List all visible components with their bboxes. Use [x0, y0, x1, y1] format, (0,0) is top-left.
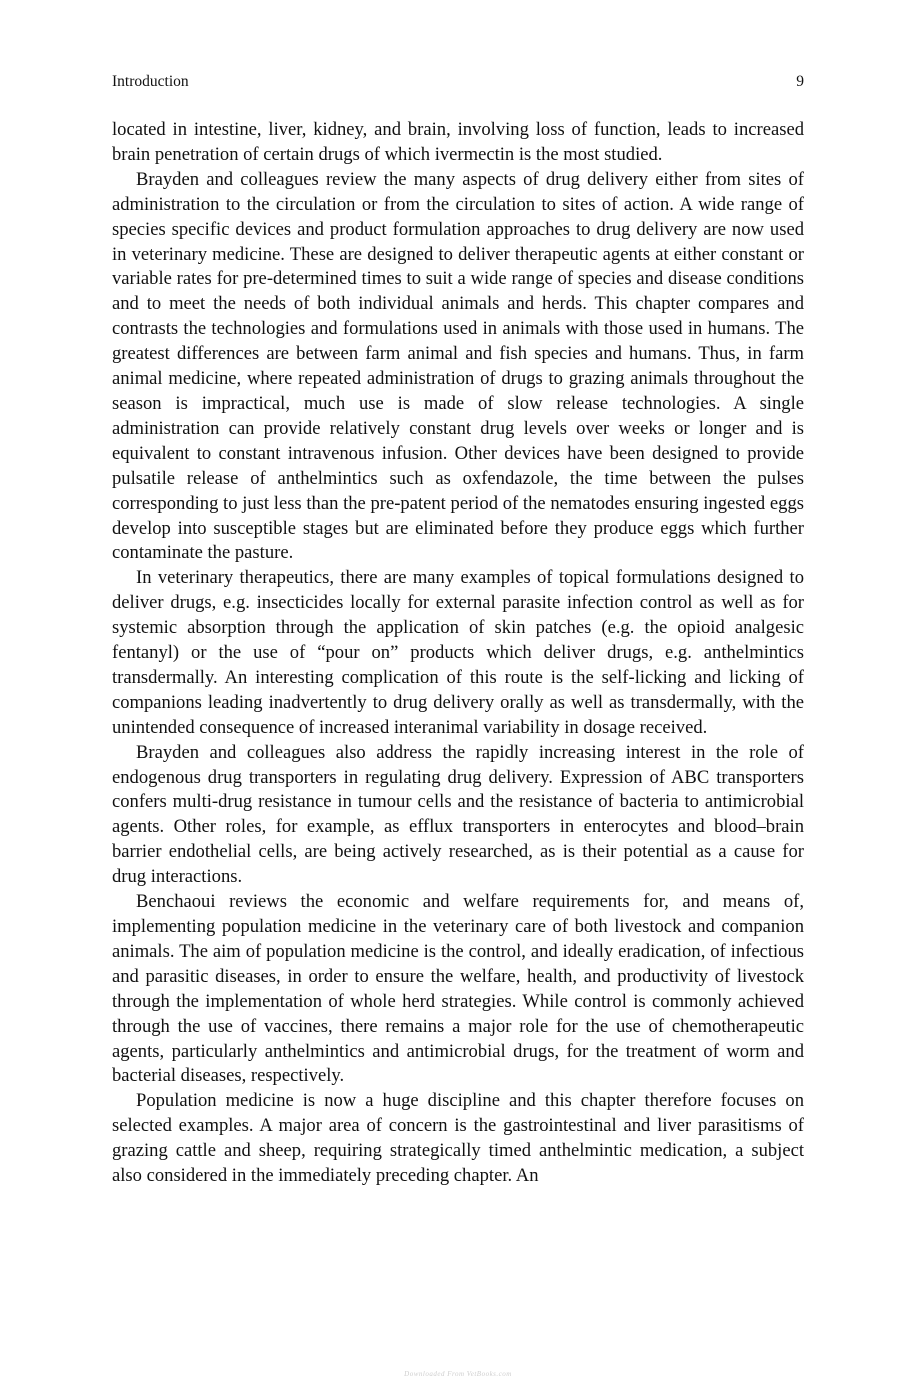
paragraph-6: Population medicine is now a huge discipline and this chapter therefore focuses on selected examples. A major area of concern is the gastrointestinal and liver parasitisms of grazing cattle and sheep, requiring strategically timed anthelmintic medication, a subject also considered in the immediately preceding chapter. An	[112, 1090, 804, 1187]
paragraph-4: Brayden and colleagues also address the rapidly increasing interest in the role of endogenous drug transporters in regulating drug delivery. Expression of ABC transporters confers multi-drug resistance in tumour cells and the resistance of bacteria to antimicrobial agents. Other roles, for example, as efflux transporters in enterocytes and blood–brain barrier endothelial cells, are being actively researched, as is their potential as a cause for drug interactions.	[112, 741, 804, 888]
paragraph-1: located in intestine, liver, kidney, and brain, involving loss of function, leads to increased brain penetration of certain drugs of which ivermectin is the most studied.	[112, 119, 804, 165]
running-title: Introduction	[112, 73, 189, 90]
footer-watermark: Downloaded From VetBooks.com	[404, 1370, 512, 1378]
paragraph-5: Benchaoui reviews the economic and welfare requirements for, and means of, implementing population medicine in the veterinary care of both livestock and companion animals. The aim of population medicine is the control, and ideally eradication, of infectious and parasitic diseases, in order to ensure the welfare, health, and productivity of livestock through the implementation of whole herd strategies. While control is commonly achieved through the use of vaccines, there remains a major role for the use of chemotherapeutic agents, particularly anthelmintics and antimicrobial drugs, for the treatment of worm and bacterial diseases, respectively.	[112, 891, 804, 1087]
page-number: 9	[796, 73, 804, 90]
body-text	[112, 118, 804, 1189]
paragraph-3: In veterinary therapeutics, there are many examples of topical formulations designed to deliver drugs, e.g. insecticides locally for external parasite infection control as well as for systemic absorption through the application of skin patches (e.g. the opioid analgesic fentanyl) or the use of “pour on” products which deliver drugs, e.g. anthelmintics transdermally. An interesting complication of this route is the self-licking and licking of companions leading inadvertently to drug delivery orally as well as transdermally, with the unintended consequence of increased interanimal variability in dosage received.	[112, 567, 804, 738]
page	[112, 72, 804, 1189]
running-head	[112, 72, 804, 92]
paragraph-2: Brayden and colleagues review the many aspects of drug delivery either from sites of administration to the circulation or from the circulation to sites of action. A wide range of species specific devices and product formulation approaches to drug delivery are now used in veterinary medicine. These are designed to deliver therapeutic agents at either constant or variable rates for pre-determined times to suit a wide range of species and disease conditions and to meet the needs of both individual animals and herds. This chapter compares and contrasts the technologies and formulations used in animals with those used in humans. The greatest differences are between farm animal and fish species and humans. Thus, in farm animal medicine, where repeated administration of drugs to grazing animals throughout the season is impractical, much use is made of slow release technologies. A single administration can provide relatively constant drug levels over weeks or longer and is equivalent to constant intravenous infusion. Other devices have been designed to provide pulsatile release of anthelmintics such as oxfendazole, the time between the pulses corresponding to just less than the pre-patent period of the nematodes ensuring ingested eggs develop into susceptible stages but are eliminated before they produce eggs which further contaminate the pasture.	[112, 168, 804, 564]
